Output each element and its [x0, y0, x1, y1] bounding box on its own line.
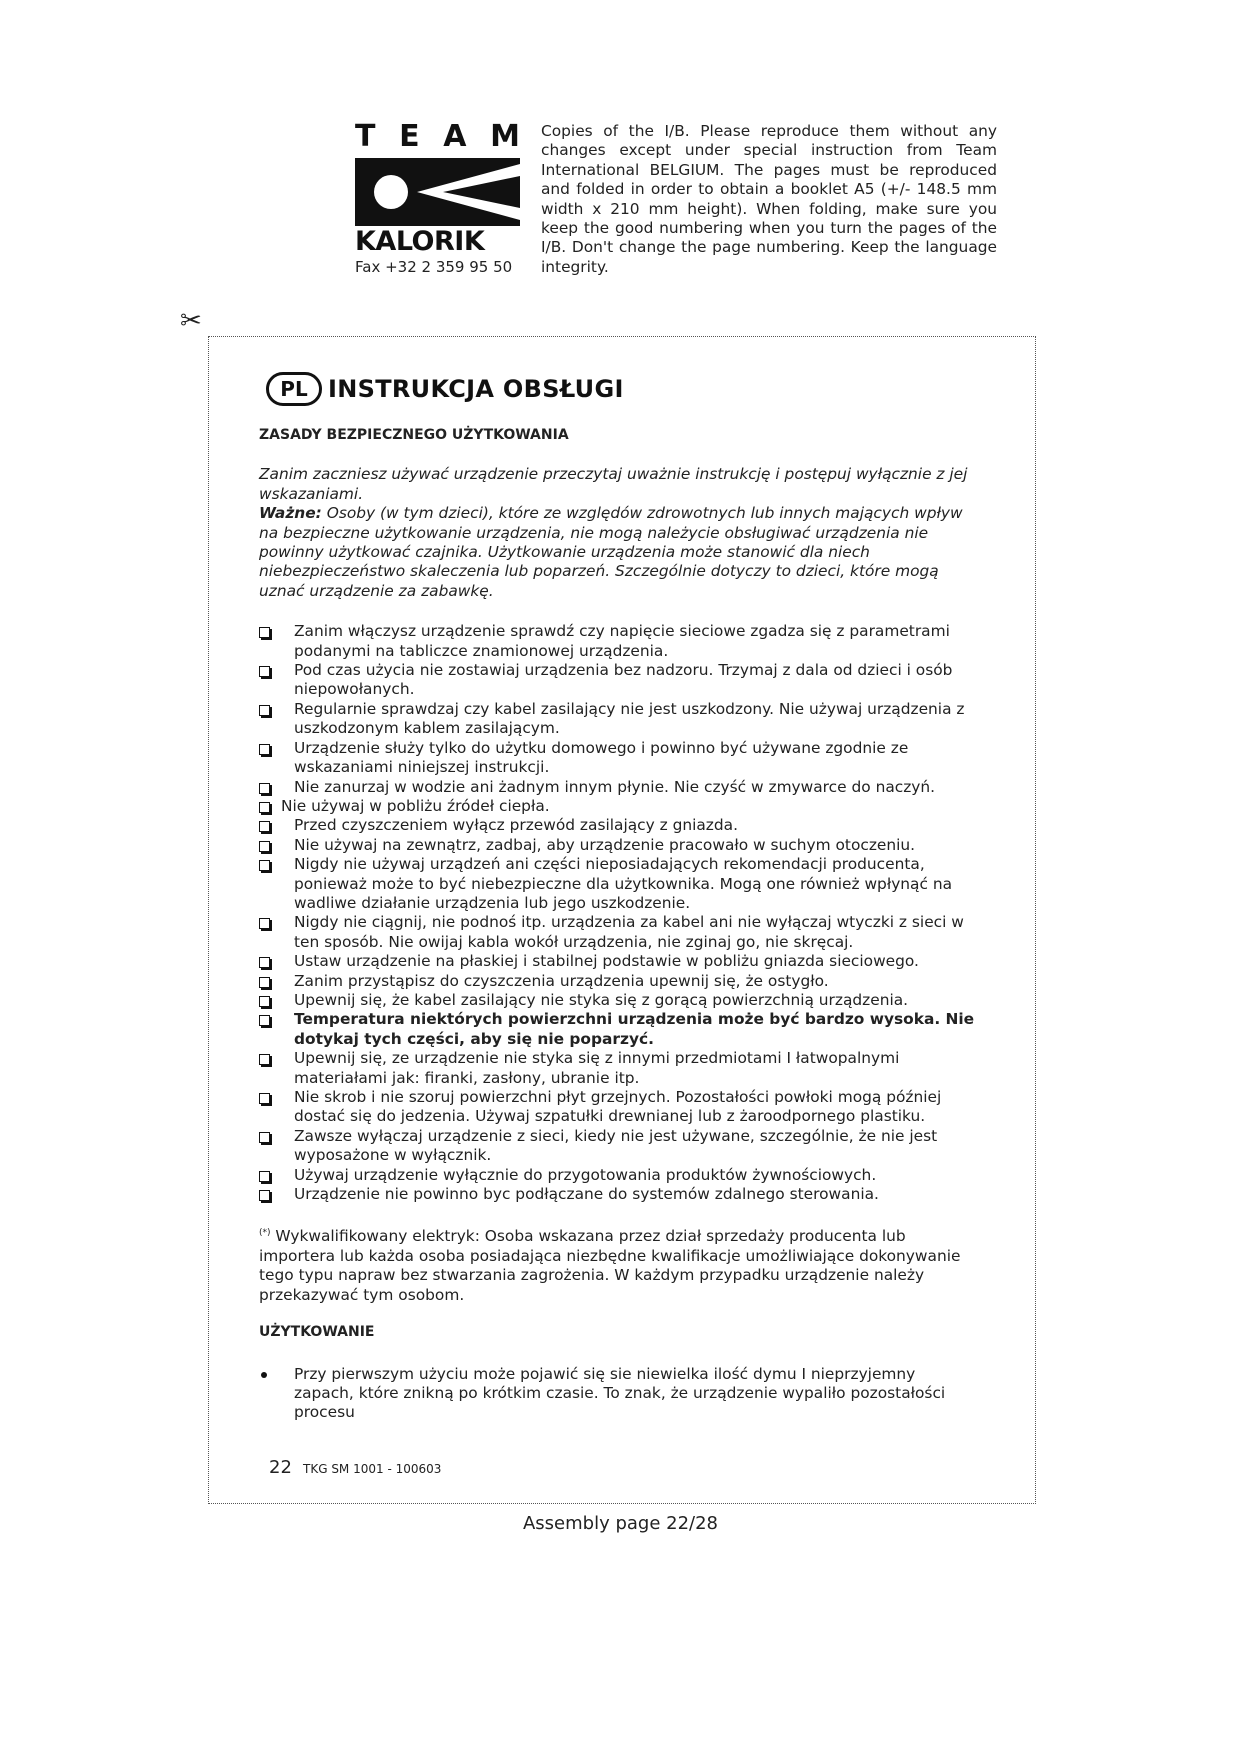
list-item: Pod czas użycia nie zostawiaj urządzenia bez nadzoru. Trzymaj z dala od dzieci i osób niepowołanych. — [259, 661, 975, 700]
checkbox-icon — [259, 666, 270, 677]
list-item: Nie używaj w pobliżu źródeł ciepła. — [259, 797, 975, 816]
usage-list — [259, 1365, 975, 1423]
list-item: Zanim włączysz urządzenie sprawdź czy napięcie sieciowe zgadza się z parametrami podanymi na tabliczce znamionowej urządzenia. — [259, 622, 975, 661]
checkbox-icon — [259, 977, 270, 988]
checkbox-icon — [259, 705, 270, 716]
list-item: Nigdy nie używaj urządzeń ani części nieposiadających rekomendacji producenta, ponieważ może to być niebezpieczne dla użytkownika. Mogą one również wpłynąć na wadliwe działanie urządzenia lub jego uszkodzenie. — [259, 855, 975, 913]
checkbox-icon — [259, 627, 270, 638]
checkbox-icon — [259, 996, 270, 1007]
checkbox-icon — [259, 957, 270, 968]
team-letter: E — [399, 119, 420, 154]
checkbox-icon — [259, 1171, 270, 1182]
team-letter: M — [490, 119, 520, 154]
document-code: TKG SM 1001 - 100603 — [303, 1462, 442, 1476]
usage-heading: UŻYTKOWANIE — [259, 1324, 375, 1341]
list-item: Regularnie sprawdzaj czy kabel zasilający nie jest uszkodzony. Nie używaj urządzenia z uszkodzonym kablem zasilającym. — [259, 700, 975, 739]
team-wordmark — [355, 119, 520, 154]
list-item: Przy pierwszym użyciu może pojawić się sie niewielka ilość dymu I nieprzyjemny zapach, które znikną po krótkim czasie. To znak, że urządzenie wypaliło pozostałości procesu — [259, 1365, 975, 1423]
checkbox-icon — [259, 860, 270, 871]
scissors-icon: ✂ — [180, 306, 202, 336]
list-item: Przed czyszczeniem wyłącz przewód zasilający z gniazda. — [259, 816, 975, 835]
safety-intro — [259, 465, 975, 601]
safety-checklist — [259, 622, 975, 1204]
manual-content — [259, 426, 975, 1423]
checkbox-icon — [259, 1190, 270, 1201]
kalorik-emblem-icon — [355, 158, 520, 226]
list-item: Upewnij się, ze urządzenie nie styka się z innymi przedmiotami I łatwopalnymi materiałami jak: firanki, zasłony, ubranie itp. — [259, 1049, 975, 1088]
checkbox-icon — [259, 1132, 270, 1143]
checkbox-icon — [259, 1054, 270, 1065]
page-footer — [269, 1457, 441, 1478]
assembly-page-label: Assembly page 22/28 — [522, 1513, 719, 1534]
important-label: Ważne: — [259, 504, 322, 523]
checkbox-icon — [259, 1015, 270, 1026]
page-header — [266, 372, 624, 406]
language-badge: PL — [266, 372, 322, 406]
fax-number: Fax +32 2 359 95 50 — [355, 258, 513, 276]
list-item: Nigdy nie ciągnij, nie podnoś itp. urządzenia za kabel ani nie wyłączaj wtyczki z sieci w ten sposób. Nie owijaj kabla wokół urządzenia, nie zginaj go, nie skręcaj. — [259, 913, 975, 952]
page-title: INSTRUKCJA OBSŁUGI — [328, 375, 624, 403]
checkbox-icon — [259, 802, 270, 813]
team-letter: A — [443, 119, 467, 154]
footnote — [259, 1224, 975, 1305]
list-item-warning: Temperatura niektórych powierzchni urządzenia może być bardzo wysoka. Nie dotykaj tych części, aby się nie poparzyć. — [259, 1010, 975, 1049]
intro-text: Zanim zaczniesz używać urządzenie przeczytaj uważnie instrukcję i postępuj wyłącznie z jej wskazaniami. — [259, 465, 968, 503]
page-number: 22 — [269, 1457, 292, 1478]
checkbox-icon — [259, 1093, 270, 1104]
checkbox-icon — [259, 783, 270, 794]
list-item: Zawsze wyłączaj urządzenie z sieci, kiedy nie jest używane, szczególnie, że nie jest wyposażone w wyłącznik. — [259, 1127, 975, 1166]
list-item: Zanim przystąpisz do czyszczenia urządzenia upewnij się, że ostygło. — [259, 972, 975, 991]
list-item: Urządzenie nie powinno byc podłączane do systemów zdalnego sterowania. — [259, 1185, 975, 1204]
checkbox-icon — [259, 821, 270, 832]
list-item: Nie skrob i nie szoruj powierzchni płyt grzejnych. Pozostałości powłoki mogą później dostać się do jedzenia. Używaj szpatułki drewnianej lub z żaroodpornego plastiku. — [259, 1088, 975, 1127]
brand-name: KALORIK — [355, 226, 485, 257]
safety-heading: ZASADY BEZPIECZNEGO UŻYTKOWANIA — [259, 427, 569, 443]
list-item: Nie używaj na zewnątrz, zadbaj, aby urządzenie pracowało w suchym otoczeniu. — [259, 836, 975, 855]
team-letter: T — [355, 119, 376, 154]
list-item: Używaj urządzenie wyłącznie do przygotowania produktów żywnościowych. — [259, 1166, 975, 1185]
bullet-icon — [261, 1372, 267, 1378]
list-item: Upewnij się, że kabel zasilający nie styka się z gorącą powierzchnią urządzenia. — [259, 991, 975, 1010]
list-item: Nie zanurzaj w wodzie ani żadnym innym płynie. Nie czyść w zmywarce do naczyń. — [259, 778, 975, 797]
checkbox-icon — [259, 918, 270, 929]
footnote-mark: (*) — [259, 1228, 271, 1239]
copies-instruction: Copies of the I/B. Please reproduce them without any changes except under special instruction from Team International BELGIUM. The pages must be reproduced and folded in order to obtain a booklet A5 (+/- 148.5 mm width x 210 mm height). When folding, make sure you keep the good numbering when you turn the pages of the I/B. Don't change the page numbering. Keep the language integrity. — [541, 122, 997, 276]
list-item: Urządzenie służy tylko do użytku domowego i powinno być używane zgodnie ze wskazaniami niniejszej instrukcji. — [259, 739, 975, 778]
kalorik-logo — [355, 119, 520, 276]
list-item: Ustaw urządzenie na płaskiej i stabilnej podstawie w pobliżu gniazda sieciowego. — [259, 952, 975, 971]
checkbox-icon — [259, 744, 270, 755]
footnote-text: Wykwalifikowany elektryk: Osoba wskazana przez dział sprzedaży producenta lub importera lub każda osoba posiadająca niezbędne kwalifikacje umożliwiające dokonywanie tego typu napraw bez stwarzania zagrożenia. W każdym przypadku urządzenie należy przekazywać tym osobom. — [259, 1227, 961, 1304]
important-text: Osoby (w tym dzieci), które ze względów zdrowotnych lub innych mających wpływ na bezpieczne użytkowanie urządzenia, nie mogą należycie obsługiwać urządzenia nie powinny użytkować czajnika. Użytkowanie urządzenia może stanowić dla niech niebezpieczeństwo skaleczenia lub poparzeń. Szczególnie dotyczy to dzieci, które mogą uznać urządzenie za zabawkę. — [259, 504, 963, 600]
checkbox-icon — [259, 841, 270, 852]
